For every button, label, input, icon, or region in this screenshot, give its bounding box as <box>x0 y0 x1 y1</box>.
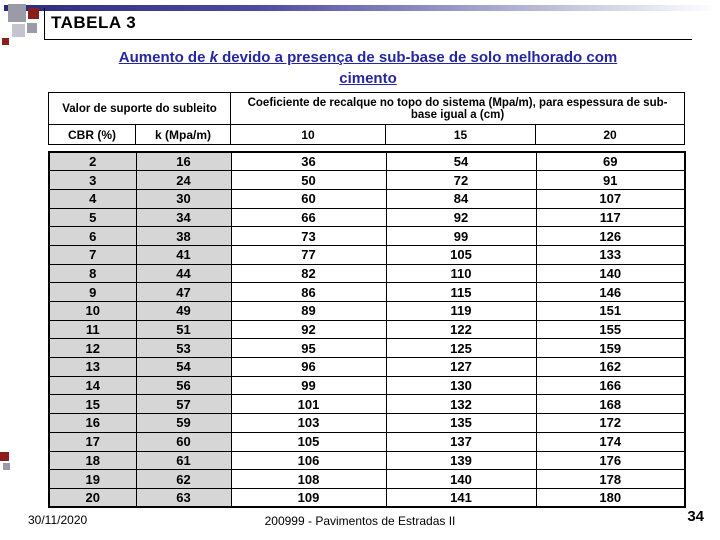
table-cell: 2 <box>49 152 136 171</box>
table-cell: 66 <box>231 208 386 227</box>
table-cell: 96 <box>231 358 386 377</box>
column-header-row <box>49 125 685 145</box>
table-cell: 86 <box>231 283 386 302</box>
table-cell: 17 <box>49 432 136 451</box>
deco-square <box>0 452 9 461</box>
table-cell: 108 <box>231 470 386 489</box>
table-cell: 141 <box>386 488 536 507</box>
table-cell: 117 <box>536 208 685 227</box>
deco-square <box>12 24 25 37</box>
table-cell: 107 <box>536 189 685 208</box>
table-cell: 180 <box>536 488 685 507</box>
slide-title: TABELA 3 <box>51 13 137 32</box>
table-cell: 13 <box>49 358 136 377</box>
table-row <box>49 227 685 246</box>
footer-course: 200999 - Pavimentos de Estradas II <box>264 514 456 528</box>
table-cell: 59 <box>136 414 231 433</box>
table-cell: 140 <box>536 264 685 283</box>
group-header-row <box>49 93 685 125</box>
table-cell: 135 <box>386 414 536 433</box>
table-row <box>49 283 685 302</box>
table-cell: 9 <box>49 283 136 302</box>
table-cell: 139 <box>386 451 536 470</box>
table-cell: 89 <box>231 302 386 321</box>
table-cell: 3 <box>49 171 136 190</box>
table-cell: 99 <box>231 376 386 395</box>
table-cell: 54 <box>386 152 536 171</box>
table-cell: 10 <box>49 302 136 321</box>
table-row <box>49 376 685 395</box>
group-header-coeficiente: Coeficiente de recalque no topo do sistema (Mpa/m), para espessura de sub-base igual a (cm) <box>231 93 685 125</box>
table-cell: 15 <box>49 395 136 414</box>
table-cell: 82 <box>231 264 386 283</box>
table-row <box>49 264 685 283</box>
table-cell: 38 <box>136 227 231 246</box>
table-cell: 95 <box>231 339 386 358</box>
table-cell: 4 <box>49 189 136 208</box>
table-cell: 51 <box>136 320 231 339</box>
table-row <box>49 432 685 451</box>
column-header-k: k (Mpa/m) <box>136 125 231 145</box>
footer-date: 30/11/2020 <box>28 513 88 527</box>
table-row <box>49 302 685 321</box>
slide-number: 34 <box>687 508 704 525</box>
table-cell: 47 <box>136 283 231 302</box>
table-cell: 168 <box>536 395 685 414</box>
table-cell: 69 <box>536 152 685 171</box>
table-cell: 105 <box>386 245 536 264</box>
table-row <box>49 189 685 208</box>
table-row <box>49 414 685 433</box>
subtitle-text: Aumento de k devido a presença de sub-base de solo melhorado com <box>118 49 618 66</box>
table-cell: 130 <box>386 376 536 395</box>
table-cell: 99 <box>386 227 536 246</box>
k-table-header <box>48 92 685 145</box>
title-box <box>44 8 692 40</box>
table-cell: 60 <box>136 432 231 451</box>
slide-subtitle <box>48 47 688 89</box>
table-cell: 14 <box>49 376 136 395</box>
table-cell: 36 <box>231 152 386 171</box>
table-row <box>49 208 685 227</box>
table-cell: 176 <box>536 451 685 470</box>
table-row <box>49 451 685 470</box>
table-cell: 73 <box>231 227 386 246</box>
table-cell: 24 <box>136 171 231 190</box>
table-cell: 18 <box>49 451 136 470</box>
k-symbol: k <box>209 49 218 66</box>
table-cell: 20 <box>49 488 136 507</box>
table-cell: 30 <box>136 189 231 208</box>
table-row <box>49 358 685 377</box>
group-header-subleito: Valor de suporte do subleito <box>49 93 231 125</box>
table-cell: 16 <box>136 152 231 171</box>
table-cell: 72 <box>386 171 536 190</box>
table-cell: 60 <box>231 189 386 208</box>
table-cell: 119 <box>386 302 536 321</box>
table-cell: 7 <box>49 245 136 264</box>
table-cell: 56 <box>136 376 231 395</box>
column-header-10cm: 10 <box>231 125 386 145</box>
table-cell: 54 <box>136 358 231 377</box>
deco-square <box>8 4 26 22</box>
table-cell: 63 <box>136 488 231 507</box>
table-cell: 105 <box>231 432 386 451</box>
table-cell: 57 <box>136 395 231 414</box>
table-cell: 92 <box>231 320 386 339</box>
deco-square <box>27 23 37 33</box>
table-cell: 91 <box>536 171 685 190</box>
table-cell: 8 <box>49 264 136 283</box>
table-cell: 109 <box>231 488 386 507</box>
table-cell: 44 <box>136 264 231 283</box>
table-row <box>49 171 685 190</box>
table-cell: 166 <box>536 376 685 395</box>
table-cell: 19 <box>49 470 136 489</box>
table-cell: 106 <box>231 451 386 470</box>
table-row <box>49 245 685 264</box>
table-cell: 159 <box>536 339 685 358</box>
table-cell: 49 <box>136 302 231 321</box>
table-cell: 127 <box>386 358 536 377</box>
table-cell: 140 <box>386 470 536 489</box>
k-table-body <box>48 151 686 508</box>
table-cell: 162 <box>536 358 685 377</box>
table-cell: 6 <box>49 227 136 246</box>
table-cell: 41 <box>136 245 231 264</box>
table-row <box>49 320 685 339</box>
table-cell: 12 <box>49 339 136 358</box>
table-cell: 50 <box>231 171 386 190</box>
table-cell: 77 <box>231 245 386 264</box>
table-row <box>49 470 685 489</box>
table-cell: 11 <box>49 320 136 339</box>
table-cell: 151 <box>536 302 685 321</box>
table-cell: 34 <box>136 208 231 227</box>
column-header-20cm: 20 <box>536 125 685 145</box>
table-cell: 101 <box>231 395 386 414</box>
subtitle-line-2: cimento <box>339 70 397 87</box>
table-cell: 172 <box>536 414 685 433</box>
table-row <box>49 395 685 414</box>
table-row <box>49 488 685 507</box>
deco-square <box>3 463 10 470</box>
table-row <box>49 152 685 171</box>
table-cell: 110 <box>386 264 536 283</box>
table-cell: 178 <box>536 470 685 489</box>
table-cell: 92 <box>386 208 536 227</box>
table-cell: 155 <box>536 320 685 339</box>
table-cell: 137 <box>386 432 536 451</box>
table-cell: 61 <box>136 451 231 470</box>
table-cell: 53 <box>136 339 231 358</box>
column-header-15cm: 15 <box>386 125 536 145</box>
table-cell: 62 <box>136 470 231 489</box>
table-cell: 5 <box>49 208 136 227</box>
table-cell: 146 <box>536 283 685 302</box>
table-cell: 125 <box>386 339 536 358</box>
table-cell: 84 <box>386 189 536 208</box>
table-cell: 126 <box>536 227 685 246</box>
table-cell: 132 <box>386 395 536 414</box>
deco-square <box>2 38 9 45</box>
table-row <box>49 339 685 358</box>
table-cell: 133 <box>536 245 685 264</box>
deco-square <box>28 8 39 19</box>
table-cell: 122 <box>386 320 536 339</box>
table-cell: 16 <box>49 414 136 433</box>
table-cell: 103 <box>231 414 386 433</box>
table-cell: 174 <box>536 432 685 451</box>
column-header-cbr: CBR (%) <box>49 125 136 145</box>
subtitle-line-1 <box>48 47 688 68</box>
table-cell: 115 <box>386 283 536 302</box>
